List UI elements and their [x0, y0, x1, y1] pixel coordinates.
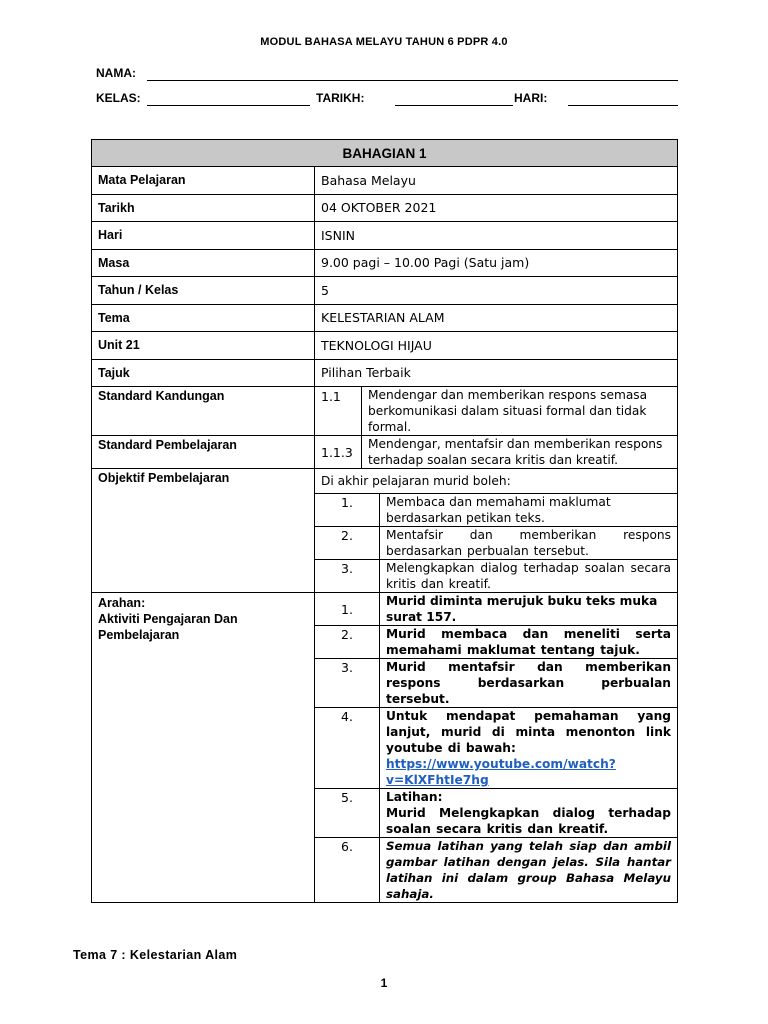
standard-text: Mendengar, mentafsir dan memberikan respons terhadap soalan secara kritis dan kreatif.	[368, 437, 663, 467]
hari-label: HARI:	[514, 91, 548, 105]
list-item	[315, 708, 677, 789]
table-row	[92, 277, 678, 305]
list-item	[315, 789, 677, 838]
list-item	[315, 560, 677, 593]
item-number: 3.	[315, 560, 380, 593]
item-text: Melengkapkan dialog terhadap soalan secara kritis dan kreatif.	[386, 561, 671, 591]
tarikh-label: TARIKH:	[316, 91, 365, 105]
nama-line[interactable]	[147, 80, 678, 81]
item-text: Membaca dan memahami maklumat berdasarkan petikan teks.	[380, 494, 678, 527]
row-label: Objektif Pembelajaran	[92, 469, 315, 593]
row-label: Masa	[92, 249, 315, 277]
objektif-intro: Di akhir pelajaran murid boleh:	[315, 469, 677, 494]
item-number: 6.	[315, 838, 380, 903]
list-item	[315, 494, 677, 527]
item-number: 2.	[315, 626, 380, 659]
row-label: Mata Pelajaran	[92, 167, 315, 195]
item-number: 3.	[315, 659, 380, 708]
nama-label: NAMA:	[96, 66, 136, 80]
document-header: MODUL BAHASA MELAYU TAHUN 6 PDPR 4.0	[260, 36, 508, 48]
list-item	[315, 838, 677, 903]
item-text: Murid Melengkapkan dialog terhadap soalan secara kritis dan kreatif.	[386, 806, 671, 836]
table-row	[92, 359, 678, 387]
row-value: 9.00 pagi – 10.00 Pagi (Satu jam)	[315, 249, 678, 277]
objektif-row	[92, 469, 678, 593]
section-banner: BAHAGIAN 1	[92, 140, 678, 167]
table-row	[92, 332, 678, 360]
tarikh-line[interactable]	[395, 105, 513, 106]
item-text: Mentafsir dan memberikan respons berdasarkan perbualan tersebut.	[380, 527, 678, 560]
item-text: Murid diminta merujuk buku teks muka surat 157.	[380, 593, 678, 626]
table-row	[92, 304, 678, 332]
row-label: Tahun / Kelas	[92, 277, 315, 305]
row-label: Tajuk	[92, 359, 315, 387]
item-number: 4.	[315, 708, 380, 789]
row-label: Tarikh	[92, 194, 315, 222]
row-value: TEKNOLOGI HIJAU	[315, 332, 678, 360]
row-label: Tema	[92, 304, 315, 332]
row-label: Unit 21	[92, 332, 315, 360]
page-number: 1	[380, 976, 388, 990]
table-row	[92, 167, 678, 195]
row-label: Standard Kandungan	[92, 387, 315, 436]
hari-line[interactable]	[568, 105, 678, 106]
standard-code: 1.1	[315, 387, 362, 435]
table-row	[92, 194, 678, 222]
standard-text: Mendengar dan memberikan respons semasa berkomunikasi dalam situasi formal dan tidak formal.	[368, 388, 648, 434]
item-text: Murid mentafsir dan memberikan respons berdasarkan perbualan tersebut.	[380, 659, 678, 708]
item-text: Semua latihan yang telah siap dan ambil gambar latihan dengan jelas. Sila hantar latihan ini dalam group Bahasa Melayu sahaja.	[386, 839, 671, 901]
item-number: 1.	[315, 593, 380, 626]
row-value: ISNIN	[315, 222, 678, 250]
row-value: Pilihan Terbaik	[315, 359, 678, 387]
list-item	[315, 659, 677, 708]
standard-kandungan-row	[92, 387, 678, 436]
lesson-table	[91, 139, 678, 903]
item-number: 1.	[315, 494, 380, 527]
youtube-link[interactable]: https://www.youtube.com/watch?v=KlXFhtIe7hg	[386, 757, 616, 787]
table-row	[92, 249, 678, 277]
row-value: 5	[315, 277, 678, 305]
aktiviti-label: Aktiviti Pengajaran Dan Pembelajaran	[98, 612, 238, 642]
arahan-label: Arahan:	[98, 596, 146, 610]
list-item	[315, 593, 677, 626]
kelas-label: KELAS:	[96, 91, 141, 105]
item-number: 5.	[315, 789, 380, 838]
aktiviti-row	[92, 593, 678, 903]
table-row	[92, 222, 678, 250]
kelas-line[interactable]	[147, 105, 310, 106]
item-number: 2.	[315, 527, 380, 560]
item-text: Untuk mendapat pemahaman yang lanjut, murid di minta menonton link youtube di bawah:	[386, 709, 671, 755]
row-label: Hari	[92, 222, 315, 250]
list-item	[315, 527, 677, 560]
item-text: Murid membaca dan meneliti serta memahami maklumat tentang tajuk.	[380, 626, 678, 659]
row-value: 04 OKTOBER 2021	[315, 194, 678, 222]
standard-code: 1.1.3	[315, 436, 362, 468]
row-value: KELESTARIAN ALAM	[315, 304, 678, 332]
latihan-label: Latihan:	[386, 790, 443, 804]
footer-tema: Tema 7 : Kelestarian Alam	[73, 948, 238, 962]
row-label: Standard Pembelajaran	[92, 436, 315, 469]
row-value: Bahasa Melayu	[315, 167, 678, 195]
list-item	[315, 626, 677, 659]
standard-pembelajaran-row	[92, 436, 678, 469]
